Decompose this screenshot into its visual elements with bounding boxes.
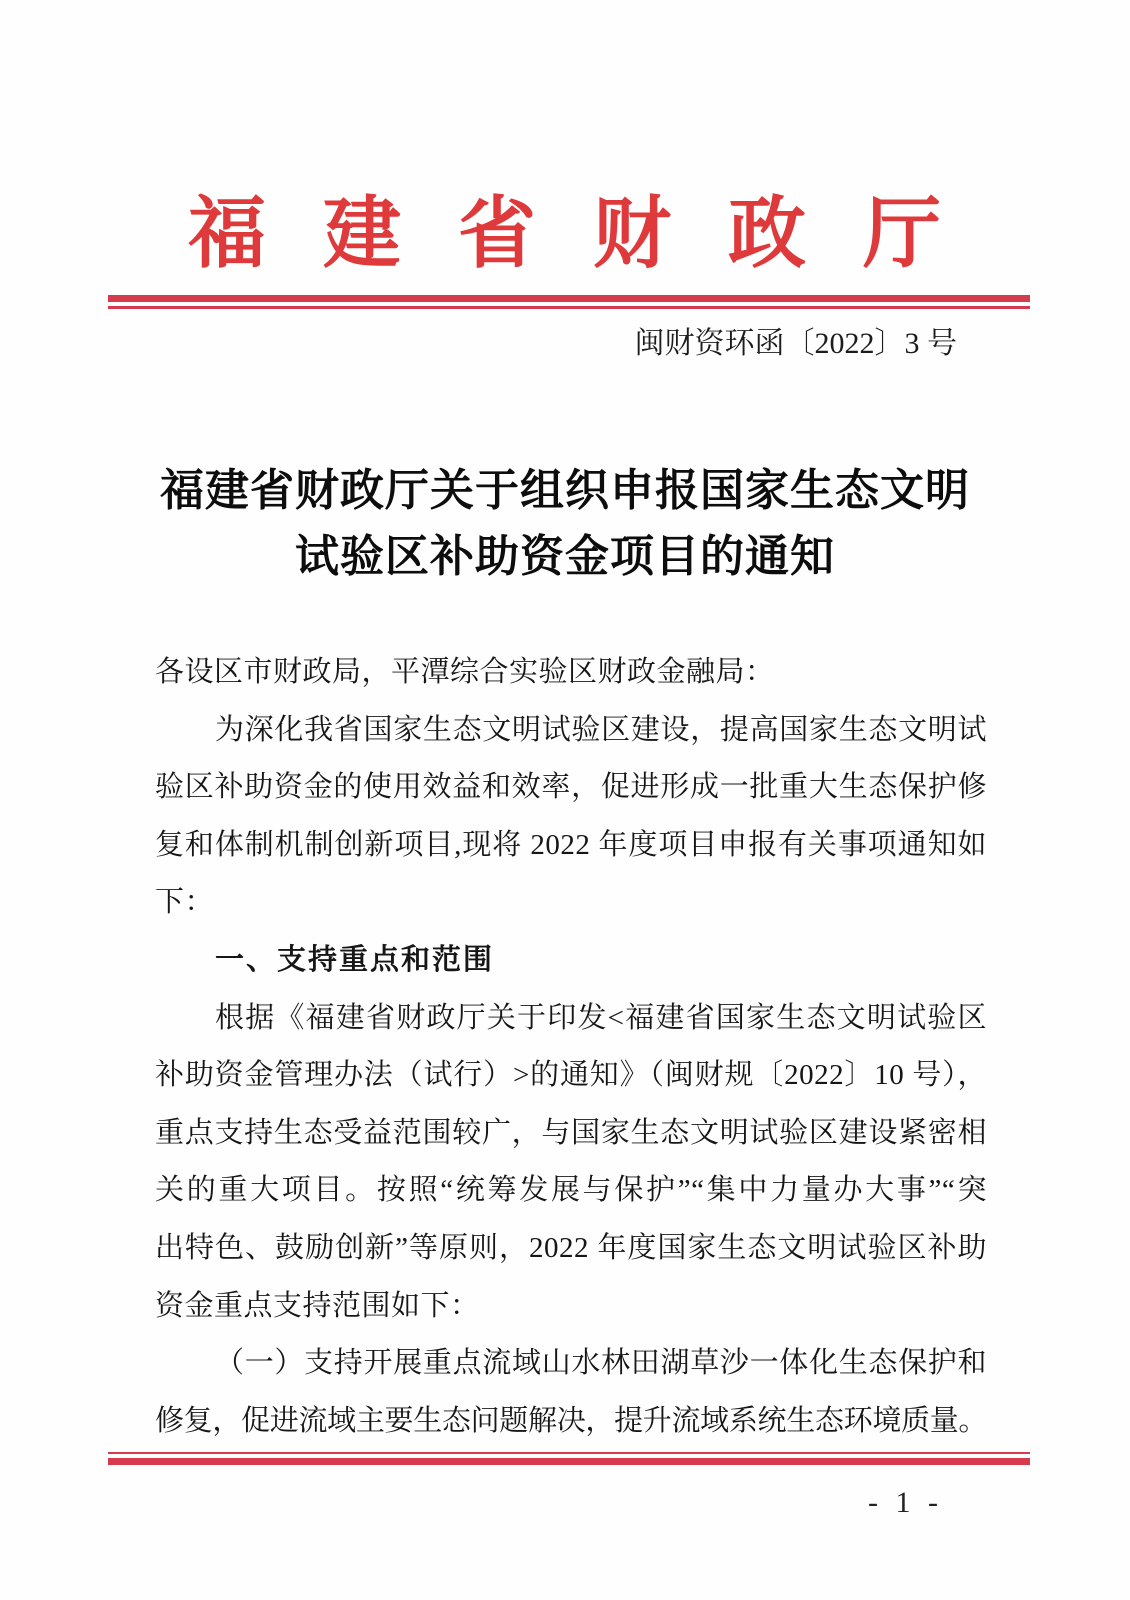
body-line: 下： bbox=[155, 886, 215, 919]
document-number: 闽财资环函〔2022〕3 号 bbox=[634, 327, 957, 360]
body-line: 出特色、鼓励创新”等原则，2022 年度国家生态文明试验区补助 bbox=[155, 1231, 987, 1264]
body-line: 资金重点支持范围如下： bbox=[155, 1289, 480, 1322]
body-line: 补助资金管理办法（试行）>的通知》（闽财规〔2022〕10 号）， bbox=[155, 1059, 987, 1092]
masthead-double-rule bbox=[108, 295, 1030, 309]
body-line: 重点支持生态受益范围较广，与国家生态文明试验区建设紧密相 bbox=[155, 1116, 987, 1149]
rule-thick bbox=[108, 1458, 1030, 1465]
body-line: 根据《福建省财政厅关于印发<福建省国家生态文明试验区 bbox=[215, 1001, 987, 1034]
body-line: 关的重大项目。按照“统筹发展与保护”“集中力量办大事”“突 bbox=[155, 1174, 987, 1207]
body-line: 验区补助资金的使用效益和效率，促进形成一批重大生态保护修 bbox=[155, 771, 987, 804]
document-title-line2: 试验区补助资金项目的通知 bbox=[295, 532, 835, 581]
body-line: 修复，促进流域主要生态问题解决，提升流域系统生态环境质量。 bbox=[155, 1404, 987, 1437]
body-line: 为深化我省国家生态文明试验区建设，提高国家生态文明试 bbox=[215, 713, 987, 746]
body-line-salutation: 各设区市财政局，平潭综合实验区财政金融局： bbox=[155, 656, 775, 688]
rule-thick bbox=[108, 295, 1030, 302]
page-number: - 1 - bbox=[868, 1486, 943, 1519]
section-heading: 一、支持重点和范围 bbox=[215, 943, 495, 976]
document-title-line1: 福建省财政厅关于组织申报国家生态文明 bbox=[160, 466, 970, 515]
rule-thin bbox=[108, 306, 1030, 309]
agency-masthead: 福建省财政厅 bbox=[187, 190, 998, 277]
body-text bbox=[155, 644, 987, 1450]
footer-double-rule bbox=[108, 1452, 1030, 1465]
body-line: （一）支持开展重点流域山水林田湖草沙一体化生态保护和 bbox=[215, 1347, 987, 1380]
document-title bbox=[0, 458, 1130, 590]
body-line: 复和体制机制创新项目,现将 2022 年度项目申报有关事项通知如 bbox=[155, 828, 987, 861]
